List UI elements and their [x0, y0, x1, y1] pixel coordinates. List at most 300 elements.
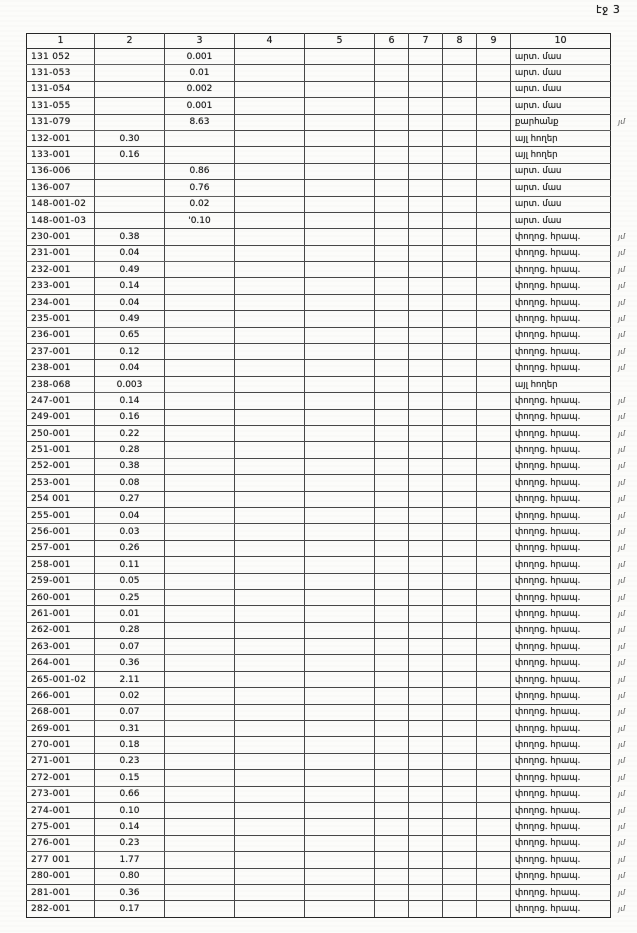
cell-empty	[235, 294, 305, 310]
cell-empty	[443, 753, 477, 769]
cell-empty	[477, 212, 511, 228]
cell-parcel-code: 265-001-02	[27, 671, 95, 687]
cell-empty	[375, 114, 409, 130]
cell-empty	[375, 458, 409, 474]
table-row	[27, 311, 637, 327]
cell-parcel-code: 230-001	[27, 229, 95, 245]
cell-empty	[477, 655, 511, 671]
cell-empty	[443, 65, 477, 81]
cell-empty	[235, 425, 305, 441]
cell-land-use: փողոց. հրապ.	[511, 721, 611, 737]
cell-empty	[477, 540, 511, 556]
cell-empty	[235, 114, 305, 130]
cell-empty	[477, 737, 511, 753]
cell-land-use: փողոց. հրապ.	[511, 770, 611, 786]
cell-empty	[235, 196, 305, 212]
cell-empty	[443, 376, 477, 392]
cell-empty	[443, 786, 477, 802]
cell-land-use: փողոց. հրապ.	[511, 425, 611, 441]
cell-empty	[477, 344, 511, 360]
cell-value-col3	[165, 884, 235, 900]
cell-empty	[443, 524, 477, 540]
cell-land-use: փողոց. հրապ.	[511, 901, 611, 917]
margin-mark: յմ	[617, 805, 626, 815]
cell-empty	[235, 868, 305, 884]
cell-empty	[305, 409, 375, 425]
cell-empty	[443, 245, 477, 261]
margin-mark: յմ	[617, 740, 626, 750]
cell-empty	[477, 606, 511, 622]
cell-empty	[305, 393, 375, 409]
cell-value-col2	[95, 98, 165, 114]
cell-empty	[375, 737, 409, 753]
cell-empty	[409, 704, 443, 720]
cell-land-use: փողոց. հրապ.	[511, 507, 611, 523]
cell-land-use: փողոց. հրապ.	[511, 704, 611, 720]
cell-value-col3	[165, 147, 235, 163]
cell-parcel-code: 235-001	[27, 311, 95, 327]
margin-mark	[611, 196, 637, 212]
cell-empty	[477, 753, 511, 769]
cell-value-col2: 0.003	[95, 376, 165, 392]
cell-empty	[305, 212, 375, 228]
cell-empty	[235, 327, 305, 343]
cell-parcel-code: 253-001	[27, 475, 95, 491]
cell-empty	[375, 868, 409, 884]
margin-mark: յմ	[617, 281, 626, 291]
cell-empty	[477, 573, 511, 589]
cell-parcel-code: 277 001	[27, 852, 95, 868]
margin-mark: յմ	[617, 691, 626, 700]
cell-empty	[409, 753, 443, 769]
cell-empty	[235, 376, 305, 392]
cell-empty	[443, 671, 477, 687]
cell-empty	[443, 327, 477, 343]
cell-empty	[443, 622, 477, 638]
cell-empty	[375, 819, 409, 835]
cell-parcel-code: 136-007	[27, 180, 95, 196]
cell-empty	[443, 196, 477, 212]
cell-parcel-code: 266-001	[27, 688, 95, 704]
cell-empty	[375, 884, 409, 900]
cell-parcel-code: 231-001	[27, 245, 95, 261]
margin-mark: յմ	[617, 904, 626, 913]
margin-mark: յմ	[617, 756, 626, 766]
cell-empty	[443, 229, 477, 245]
cell-value-col2: 0.01	[95, 606, 165, 622]
cell-empty	[443, 901, 477, 917]
cell-empty	[443, 360, 477, 376]
cell-empty	[477, 278, 511, 294]
cell-empty	[305, 49, 375, 65]
table-row	[27, 704, 637, 720]
table-row	[27, 737, 637, 753]
cell-land-use: փողոց. հրապ.	[511, 884, 611, 900]
cell-value-col3	[165, 573, 235, 589]
margin-mark: յմ	[617, 592, 626, 602]
cell-value-col2: 0.23	[95, 753, 165, 769]
cell-empty	[235, 802, 305, 818]
cell-empty	[235, 639, 305, 655]
cell-value-col3	[165, 606, 235, 622]
cell-empty	[375, 557, 409, 573]
cell-empty	[477, 65, 511, 81]
cell-empty	[443, 491, 477, 507]
cell-empty	[443, 475, 477, 491]
cell-empty	[375, 212, 409, 228]
cell-empty	[305, 180, 375, 196]
cell-empty	[477, 196, 511, 212]
cell-parcel-code: 263-001	[27, 639, 95, 655]
cell-value-col3	[165, 770, 235, 786]
cell-empty	[409, 376, 443, 392]
table-row	[27, 344, 637, 360]
cell-parcel-code: 251-001	[27, 442, 95, 458]
cell-empty	[409, 49, 443, 65]
cell-empty	[305, 163, 375, 179]
cell-land-use: փողոց. հրապ.	[511, 245, 611, 261]
cell-empty	[375, 360, 409, 376]
cell-empty	[409, 852, 443, 868]
cell-empty	[305, 475, 375, 491]
cell-value-col3	[165, 540, 235, 556]
cell-parcel-code: 261-001	[27, 606, 95, 622]
cell-empty	[235, 884, 305, 900]
cell-empty	[235, 835, 305, 851]
cell-empty	[305, 65, 375, 81]
cell-land-use: արտ. մաս	[511, 212, 611, 228]
cell-empty	[409, 311, 443, 327]
header-cell-9: 9	[477, 34, 511, 49]
header-cell-4: 4	[235, 34, 305, 49]
cell-empty	[235, 458, 305, 474]
cell-value-col3	[165, 491, 235, 507]
cell-empty	[305, 376, 375, 392]
cell-empty	[477, 868, 511, 884]
cell-empty	[235, 753, 305, 769]
table-row	[27, 458, 637, 474]
cell-empty	[305, 655, 375, 671]
table-row	[27, 475, 637, 491]
cell-empty	[443, 819, 477, 835]
cell-empty	[409, 671, 443, 687]
header-cell-1: 1	[27, 34, 95, 49]
cell-value-col2: 0.04	[95, 294, 165, 310]
cell-value-col2: 0.17	[95, 901, 165, 917]
margin-mark: յմ	[617, 297, 626, 307]
table-row	[27, 835, 637, 851]
cell-empty	[375, 49, 409, 65]
cell-empty	[409, 360, 443, 376]
cell-parcel-code: 131-054	[27, 81, 95, 97]
margin-mark: յմ	[617, 822, 626, 832]
cell-empty	[409, 655, 443, 671]
cell-empty	[235, 360, 305, 376]
cell-empty	[235, 589, 305, 605]
margin-mark: յմ	[617, 248, 626, 258]
cell-land-use: փողոց. հրապ.	[511, 393, 611, 409]
cell-parcel-code: 133-001	[27, 147, 95, 163]
cell-empty	[443, 884, 477, 900]
cell-empty	[235, 212, 305, 228]
cell-empty	[235, 721, 305, 737]
cell-land-use: փողոց. հրապ.	[511, 409, 611, 425]
margin-mark: յմ	[617, 789, 626, 799]
cell-value-col3	[165, 507, 235, 523]
cell-empty	[235, 409, 305, 425]
cell-empty	[235, 524, 305, 540]
header-cell-7: 7	[409, 34, 443, 49]
table-row	[27, 65, 637, 81]
cell-empty	[305, 589, 375, 605]
cell-parcel-code: 232-001	[27, 262, 95, 278]
parcel-table-container	[26, 33, 637, 918]
table-row	[27, 278, 637, 294]
cell-value-col3	[165, 425, 235, 441]
cell-value-col3	[165, 786, 235, 802]
cell-empty	[477, 376, 511, 392]
cell-value-col2: 0.14	[95, 278, 165, 294]
cell-empty	[305, 114, 375, 130]
cell-value-col3	[165, 524, 235, 540]
cell-empty	[443, 639, 477, 655]
cell-empty	[409, 130, 443, 146]
cell-parcel-code: 249-001	[27, 409, 95, 425]
cell-empty	[409, 884, 443, 900]
cell-empty	[443, 180, 477, 196]
cell-empty	[305, 770, 375, 786]
cell-parcel-code: 275-001	[27, 819, 95, 835]
cell-empty	[375, 688, 409, 704]
margin-mark: յմ	[617, 625, 626, 635]
cell-empty	[443, 114, 477, 130]
parcel-table	[26, 33, 637, 918]
cell-land-use: արտ. մաս	[511, 49, 611, 65]
cell-empty	[477, 393, 511, 409]
cell-empty	[305, 540, 375, 556]
table-row	[27, 639, 637, 655]
cell-empty	[375, 573, 409, 589]
cell-land-use: այլ հողեր	[511, 130, 611, 146]
cell-empty	[477, 458, 511, 474]
table-row	[27, 622, 637, 638]
page-number-label: էջ 3	[596, 3, 621, 16]
cell-land-use: փողոց. հրապ.	[511, 540, 611, 556]
cell-value-col3: 0.002	[165, 81, 235, 97]
cell-value-col3: 0.001	[165, 49, 235, 65]
cell-empty	[477, 884, 511, 900]
cell-empty	[409, 737, 443, 753]
cell-empty	[409, 507, 443, 523]
cell-parcel-code: 262-001	[27, 622, 95, 638]
margin-mark	[611, 376, 637, 392]
cell-empty	[409, 180, 443, 196]
cell-land-use: փողոց. հրապ.	[511, 294, 611, 310]
cell-value-col3	[165, 376, 235, 392]
cell-value-col3	[165, 868, 235, 884]
cell-empty	[305, 557, 375, 573]
cell-empty	[375, 753, 409, 769]
cell-land-use: փողոց. հրապ.	[511, 786, 611, 802]
cell-empty	[375, 507, 409, 523]
cell-empty	[235, 65, 305, 81]
cell-empty	[409, 557, 443, 573]
cell-value-col2: 0.07	[95, 704, 165, 720]
cell-empty	[443, 294, 477, 310]
cell-land-use: փողոց. հրապ.	[511, 278, 611, 294]
cell-empty	[375, 786, 409, 802]
cell-empty	[235, 278, 305, 294]
table-row	[27, 524, 637, 540]
cell-value-col2: 0.36	[95, 884, 165, 900]
margin-mark: յմ	[617, 576, 626, 586]
cell-empty	[305, 229, 375, 245]
cell-empty	[305, 852, 375, 868]
table-row	[27, 540, 637, 556]
cell-empty	[305, 458, 375, 474]
cell-value-col3	[165, 278, 235, 294]
cell-value-col2: 0.08	[95, 475, 165, 491]
margin-mark: յմ	[617, 264, 626, 274]
cell-value-col3	[165, 557, 235, 573]
table-row	[27, 114, 637, 130]
cell-value-col2: 0.14	[95, 393, 165, 409]
cell-empty	[409, 721, 443, 737]
cell-value-col2: 0.22	[95, 425, 165, 441]
table-row	[27, 884, 637, 900]
margin-mark	[611, 49, 637, 65]
cell-empty	[375, 442, 409, 458]
cell-empty	[235, 475, 305, 491]
cell-parcel-code: 252-001	[27, 458, 95, 474]
cell-empty	[477, 311, 511, 327]
table-row	[27, 180, 637, 196]
cell-empty	[305, 196, 375, 212]
cell-value-col3	[165, 852, 235, 868]
cell-empty	[409, 540, 443, 556]
cell-empty	[409, 622, 443, 638]
table-row	[27, 163, 637, 179]
cell-value-col3	[165, 327, 235, 343]
cell-empty	[235, 671, 305, 687]
cell-parcel-code: 281-001	[27, 884, 95, 900]
cell-land-use: փողոց. հրապ.	[511, 573, 611, 589]
cell-land-use: փողոց. հրապ.	[511, 524, 611, 540]
table-row	[27, 721, 637, 737]
cell-empty	[477, 163, 511, 179]
cell-empty	[375, 475, 409, 491]
margin-mark: յմ	[617, 445, 626, 455]
table-row	[27, 786, 637, 802]
cell-value-col2: 0.16	[95, 147, 165, 163]
cell-empty	[305, 278, 375, 294]
cell-empty	[443, 655, 477, 671]
cell-value-col3	[165, 360, 235, 376]
cell-land-use: արտ. մաս	[511, 98, 611, 114]
cell-empty	[235, 622, 305, 638]
cell-empty	[235, 491, 305, 507]
cell-empty	[443, 278, 477, 294]
cell-value-col2: 0.38	[95, 229, 165, 245]
cell-value-col3	[165, 294, 235, 310]
cell-empty	[477, 409, 511, 425]
table-row	[27, 770, 637, 786]
cell-value-col2: 0.26	[95, 540, 165, 556]
cell-empty	[477, 229, 511, 245]
cell-empty	[305, 425, 375, 441]
table-header-row	[27, 34, 637, 49]
cell-empty	[443, 311, 477, 327]
cell-value-col2: 0.49	[95, 311, 165, 327]
cell-empty	[305, 524, 375, 540]
table-row	[27, 81, 637, 97]
margin-mark: յմ	[617, 363, 626, 373]
cell-empty	[409, 196, 443, 212]
cell-value-col2	[95, 81, 165, 97]
cell-empty	[235, 344, 305, 360]
cell-empty	[409, 475, 443, 491]
cell-parcel-code: 271-001	[27, 753, 95, 769]
cell-empty	[409, 327, 443, 343]
cell-value-col3: 0.02	[165, 196, 235, 212]
cell-empty	[443, 147, 477, 163]
cell-empty	[235, 81, 305, 97]
cell-empty	[305, 835, 375, 851]
cell-empty	[305, 819, 375, 835]
cell-empty	[305, 606, 375, 622]
cell-empty	[477, 81, 511, 97]
cell-empty	[375, 671, 409, 687]
cell-value-col3	[165, 409, 235, 425]
cell-empty	[409, 425, 443, 441]
cell-value-col2	[95, 114, 165, 130]
cell-empty	[375, 409, 409, 425]
cell-empty	[477, 360, 511, 376]
cell-parcel-code: 258-001	[27, 557, 95, 573]
header-cell-3: 3	[165, 34, 235, 49]
cell-land-use: փողոց. հրապ.	[511, 737, 611, 753]
margin-mark	[611, 130, 637, 146]
cell-land-use: փողոց. հրապ.	[511, 835, 611, 851]
cell-value-col2: 0.04	[95, 245, 165, 261]
cell-empty	[305, 98, 375, 114]
cell-value-col3	[165, 245, 235, 261]
cell-value-col3	[165, 344, 235, 360]
margin-mark: յմ	[617, 330, 626, 340]
cell-empty	[409, 573, 443, 589]
cell-empty	[477, 327, 511, 343]
cell-empty	[305, 901, 375, 917]
cell-empty	[477, 721, 511, 737]
cell-empty	[477, 524, 511, 540]
cell-value-col2: 0.27	[95, 491, 165, 507]
cell-empty	[375, 540, 409, 556]
cell-empty	[443, 606, 477, 622]
cell-empty	[375, 393, 409, 409]
cell-value-col3: 0.001	[165, 98, 235, 114]
cell-empty	[375, 229, 409, 245]
cell-value-col3: 8.63	[165, 114, 235, 130]
cell-value-col2: 0.02	[95, 688, 165, 704]
cell-empty	[375, 589, 409, 605]
cell-empty	[375, 65, 409, 81]
cell-parcel-code: 274-001	[27, 802, 95, 818]
cell-value-col2: 0.31	[95, 721, 165, 737]
cell-empty	[305, 688, 375, 704]
cell-empty	[305, 147, 375, 163]
cell-value-col3	[165, 458, 235, 474]
cell-parcel-code: 236-001	[27, 327, 95, 343]
